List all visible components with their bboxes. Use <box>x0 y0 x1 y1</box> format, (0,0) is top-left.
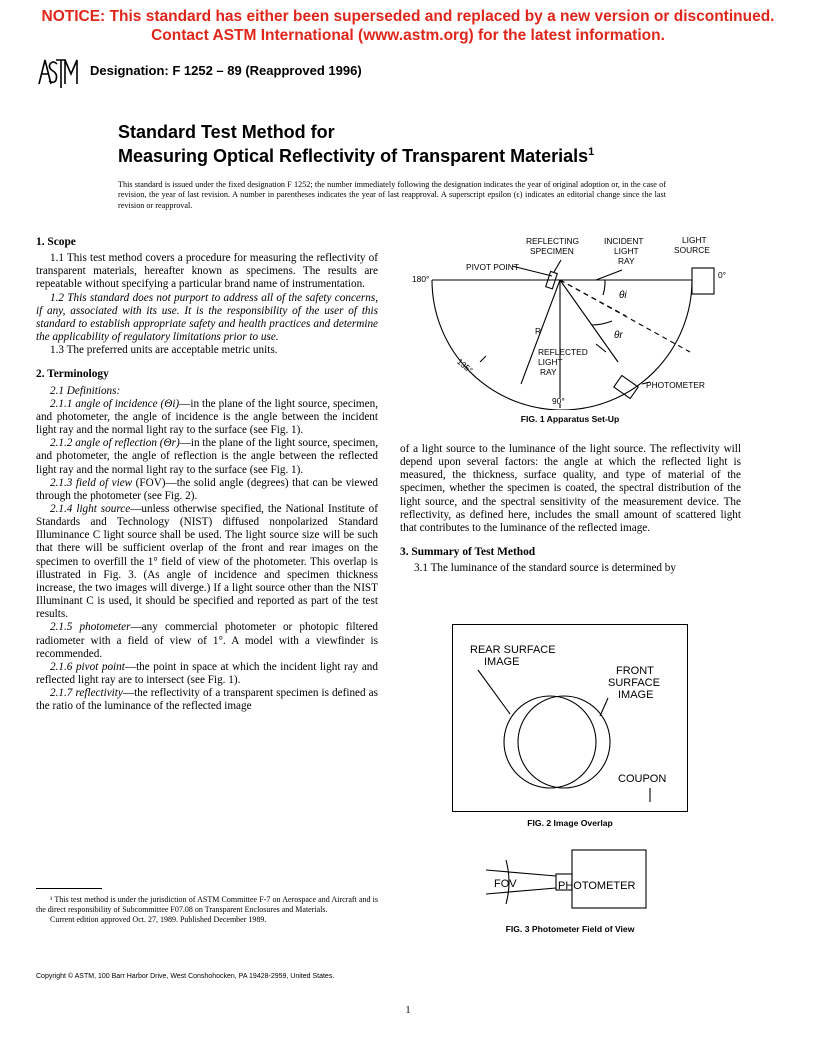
designation-header <box>36 54 362 92</box>
fov-line-top <box>486 870 556 876</box>
para-1-3: 1.3 The preferred units are acceptable metric units. <box>50 344 278 357</box>
para-3-1: 3.1 The luminance of the standard source is determined by <box>414 562 676 575</box>
notice-line-2: Contact ASTM International (www.astm.org) for the latest information. <box>151 27 665 44</box>
def-reflectivity: —the reflectivity of a transparent specimen is defined as the ratio of the luminance of the reflected image <box>36 687 378 713</box>
fig1-label-light-3: LIGHT <box>538 357 563 367</box>
fig1-label-light-1: LIGHT <box>614 246 639 256</box>
para-2-1: 2.1 Definitions: <box>50 384 121 397</box>
fig1-label-90: 90° <box>552 396 565 406</box>
section-scope-heading: 1. Scope <box>36 236 76 248</box>
theta-r-arc <box>592 321 612 325</box>
term-pivot-point: 2.1.6 pivot point <box>50 660 125 673</box>
term-field-of-view: 2.1.3 field of view <box>50 476 133 489</box>
term-angle-of-reflection: 2.1.2 angle of reflection (Θr) <box>50 437 180 450</box>
para-2-1-7 <box>36 687 378 713</box>
rear-leader <box>478 670 510 714</box>
intro-paragraph: This standard is issued under the fixed designation F 1252; the number immediately following the designation indicates the year of original adoption or, in the case of revision, the year of last revision. A number in parentheses indicates the year of last reapproval. A superscript epsilon (ϵ) indicates an editorial change since the last revision or reapproval. <box>118 180 666 210</box>
para-2-1-1 <box>36 398 378 437</box>
fig2-label-surface: SURFACE <box>608 677 660 689</box>
term-angle-of-incidence: 2.1.1 angle of incidence (Θi) <box>50 397 180 410</box>
para-2-1-7-continued: of a light source to the luminance of the light source. The reflectivity will depend upon several factors: the angle at which the reflected light is measured, the thickness, surface quality, and type of material of the specimen, whether the specimen is coated, the spectral distribution of the light source, and the spectral sensitivity of the measurement device. The reflectivity, as defined here, includes the small amount of scattered light that contributes to the luminance of the reflected image. <box>400 443 741 534</box>
protractor-arc <box>432 280 692 410</box>
right-column <box>400 443 741 575</box>
fig1-label-light-2: LIGHT <box>682 235 707 245</box>
specimen-leader <box>554 260 561 272</box>
title-line-2 <box>118 142 594 166</box>
para-2-1-2 <box>36 437 378 476</box>
photometer-box <box>614 376 638 399</box>
fig1-label-photometer: PHOTOMETER <box>646 380 705 390</box>
figure-2-image-overlap <box>452 624 688 812</box>
title-line-2-text: Measuring Optical Reflectivity of Transparent Materials <box>118 146 589 166</box>
fig2-label-front: FRONT <box>616 665 654 677</box>
footnote-text-2: Current edition approved Oct. 27, 1989. Published December 1989. <box>50 914 267 924</box>
def-light-source: —unless otherwise specified, the National Institute of Standards and Technology (NIST) diffused nonpolarized Standard Illuminance C light source shall be used. The light source size will be such that there will be sufficient overlap of the front and rear images on the specimen to overfill the 1° field of view of the photometer. This overlap is illustrated in Fig. 3. (As angle of incidence and specimen thickness increase, the two images will diverge.) If a light source other than the NIST Illuminant C is used, it should be specified and reported as part of the test results. <box>36 502 378 621</box>
para-2-1-4 <box>36 503 378 621</box>
figure-1-apparatus-setup <box>400 232 752 410</box>
supersession-notice <box>0 7 816 45</box>
term-photometer: 2.1.5 photometer <box>50 621 131 634</box>
notice-line-1: NOTICE: This standard has either been superseded and replaced by a new version or discontinued. <box>41 8 775 25</box>
para-2-1-6 <box>36 661 378 687</box>
theta-i-arc <box>603 280 605 295</box>
figure-1-caption: FIG. 1 Apparatus Set-Up <box>520 414 620 424</box>
copyright-line: Copyright © ASTM, 100 Barr Harbor Drive, West Conshohocken, PA 19428-2959, United States. <box>36 973 335 980</box>
astm-logo-icon <box>36 54 82 92</box>
fig1-label-r: R <box>535 326 542 336</box>
tick-135 <box>480 356 486 362</box>
photometer-body <box>572 850 646 908</box>
incident-leader <box>596 270 622 280</box>
fig1-label-reflected: REFLECTED <box>538 347 588 357</box>
fig1-label-theta-r: θr <box>614 330 623 341</box>
page-number: 1 <box>405 1005 411 1016</box>
def-pivot-point: —the point in space at which the incident light ray and reflected light ray are to intersect (see Fig. 1). <box>36 660 378 686</box>
term-light-source: 2.1.4 light source <box>50 502 131 515</box>
fig1-label-specimen: SPECIMEN <box>530 246 574 256</box>
fig3-label-fov: FOV <box>494 878 517 890</box>
front-leader <box>600 698 608 716</box>
para-1-2: 1.2 This standard does not purport to address all of the safety concerns, if any, associated with its use. It is the responsibility of the user of this standard to establish appropriate safety and health practices and determine the applicability of regulatory limitations prior to use. <box>36 291 378 344</box>
fig2-label-coupon: COUPON <box>618 773 667 785</box>
title-line-1: Standard Test Method for <box>118 122 335 142</box>
section-summary-heading: 3. Summary of Test Method <box>400 546 536 559</box>
fig1-label-pivot-point: PIVOT POINT <box>466 262 519 272</box>
fig1-label-0: 0° <box>718 270 727 280</box>
def-field-of-view: (FOV)—the solid angle (degrees) that can be viewed through the photometer (see Fig. 2). <box>36 476 378 502</box>
light-source-box <box>692 268 714 294</box>
fig2-label-rear-surface: REAR SURFACE <box>470 644 556 656</box>
footnote-rule <box>36 888 102 889</box>
def-photometer: —any commercial photometer or photopic filtered radiometer with a field of view of 1°. A model with a viewfinder is recommended. <box>36 621 378 660</box>
figure-3-caption: FIG. 3 Photometer Field of View <box>505 924 635 934</box>
fig1-label-source: SOURCE <box>674 245 710 255</box>
fig1-label-180: 180° <box>412 274 430 284</box>
fig1-label-reflecting: REFLECTING <box>526 236 580 246</box>
designation-text: Designation: F 1252 – 89 (Reapproved 1996) <box>90 62 362 78</box>
fig2-label-front-image: IMAGE <box>618 689 654 701</box>
figure-2-caption: FIG. 2 Image Overlap <box>527 818 613 828</box>
def-angle-of-reflection: —in the plane of the light source, specimen, and photometer, the angle of reflection is the angle between the reflected light ray and the normal light ray to the surface (see Fig. 1). <box>36 437 378 476</box>
dashed-incident <box>560 280 626 316</box>
fig1-label-incident: INCIDENT <box>604 236 644 246</box>
reflected-leader <box>596 344 606 352</box>
section-terminology-heading: 2. Terminology <box>36 368 109 381</box>
para-2-1-5 <box>36 621 378 660</box>
def-angle-of-incidence: —in the plane of the light source, specimen, and photometer, the angle of incidence is the angle between the incident light ray and the normal light ray to the surface (see Fig. 1). <box>36 397 378 437</box>
document-title <box>118 122 594 166</box>
left-column <box>36 236 378 713</box>
footnote <box>36 888 378 924</box>
para-2-1-3 <box>36 477 378 503</box>
fig1-label-135: 135° <box>455 356 475 376</box>
figure-3-photometer-fov <box>476 846 652 916</box>
fig3-label-photometer: PHOTOMETER <box>558 880 636 892</box>
fig1-label-ray-3: RAY <box>540 367 557 377</box>
fig1-label-ray-1: RAY <box>618 256 635 266</box>
fig1-label-theta-i: θi <box>619 290 627 301</box>
footnote-text-1: ¹ This test method is under the jurisdiction of ASTM Committee F-7 on Aerospace and Aircraft and is the direct responsibility of Subcommittee F07.08 on Transparent Enclosures and Materials. <box>36 895 378 914</box>
title-footnote-marker: 1 <box>588 146 595 158</box>
term-reflectivity: 2.1.7 reflectivity <box>50 687 123 700</box>
para-1-1: 1.1 This test method covers a procedure for measuring the reflectivity of transparent materials, hereafter known as specimens. The results are repeatable without specifying a particular brand name of instrumentation. <box>36 252 378 291</box>
fig2-label-rear-image: IMAGE <box>484 656 520 668</box>
